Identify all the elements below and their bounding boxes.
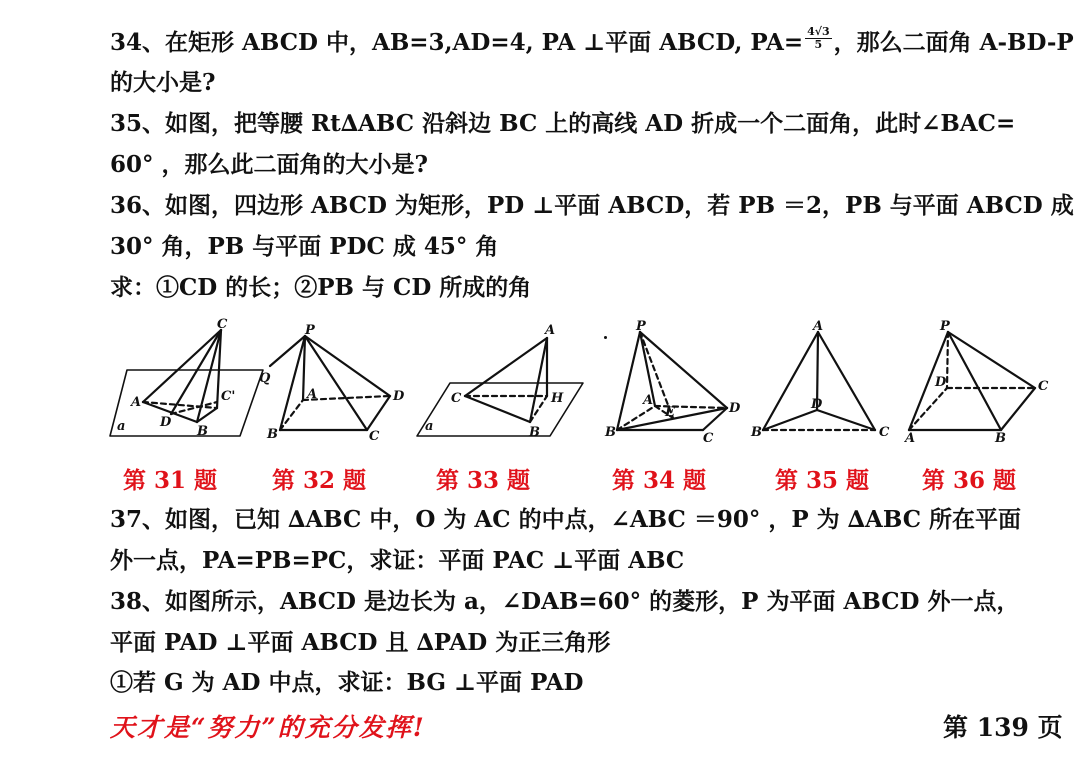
- f34-label-C: C: [703, 431, 714, 446]
- f34-label-P: P: [636, 319, 646, 334]
- f34-label-D: D: [729, 401, 741, 416]
- f33-label-H: H: [551, 391, 564, 406]
- problem-34-line-1: [110, 24, 1074, 58]
- problem-36-line-3: 求：①CD 的长；②PB 与 CD 所成的角: [110, 274, 532, 301]
- f31-label-B: B: [197, 424, 208, 439]
- problem-37-line-1: 37、如图，已知 ∆ABC 中，O 为 AC 的中点，∠ABC ＝90° ，P 为 ∆ABC 所在平面: [110, 506, 1022, 533]
- figure-36: [909, 332, 1035, 430]
- f33-label-a: a: [425, 419, 434, 434]
- fraction-numerator: 4√3: [807, 24, 830, 38]
- caption-figure-31: 第 31 题: [123, 467, 218, 494]
- fraction-denominator: 5: [814, 37, 823, 51]
- caption-figure-35: 第 35 题: [775, 467, 870, 494]
- f36-label-C: C: [1038, 379, 1049, 394]
- f32-label-D: D: [393, 389, 405, 404]
- problem-35-line-1: 35、如图，把等腰 Rt∆ABC 沿斜边 BC 上的高线 AD 折成一个二面角，此时∠BAC=: [110, 110, 1016, 137]
- f32-label-C: C: [369, 429, 380, 444]
- f36-label-A: A: [905, 431, 916, 446]
- f35-label-D: D: [811, 397, 823, 412]
- figure-32: [270, 336, 390, 430]
- problem-36-line-2: 30° 角，PB 与平面 PDC 成 45° 角: [110, 233, 499, 260]
- problem-34-text-a: 34、在矩形 ABCD 中，AB=3,AD=4, PA ⊥平面 ABCD, PA=: [110, 29, 804, 56]
- f34-label-A: A: [643, 393, 654, 408]
- f31-label-a: a: [117, 419, 126, 434]
- figure-31: [110, 330, 263, 436]
- problem-34-text-b: ，那么二面角 A-BD-P: [833, 29, 1074, 56]
- f35-label-C: C: [879, 425, 890, 440]
- caption-figure-33: 第 33 题: [436, 467, 531, 494]
- f32-label-P: P: [305, 323, 315, 338]
- problem-38-line-1: 38、如图所示，ABCD 是边长为 a，∠DAB=60° 的菱形，P 为平面 ABCD 外一点，: [110, 588, 1020, 615]
- figure-33: [417, 338, 583, 436]
- footer-motto: 天才是“努力”的充分发挥!: [110, 713, 426, 742]
- f36-label-P: P: [940, 319, 950, 334]
- f33-label-C: C: [451, 391, 462, 406]
- f36-label-D: D: [935, 375, 947, 390]
- problem-38-line-2: 平面 PAD ⊥平面 ABCD 且 ∆PAD 为正三角形: [110, 629, 611, 656]
- caption-figure-32: 第 32 题: [272, 467, 367, 494]
- f33-label-B: B: [529, 425, 540, 440]
- f36-label-B: B: [995, 431, 1006, 446]
- geometry-figures: [105, 318, 1055, 448]
- f32-label-A: A: [307, 387, 318, 402]
- f31-label-D: D: [160, 415, 172, 430]
- problem-38-line-3: ①若 G 为 AD 中点，求证：BG ⊥平面 PAD: [110, 669, 584, 696]
- f34-label-B: B: [605, 425, 616, 440]
- f35-label-B: B: [751, 425, 762, 440]
- problem-34-line-2: 的大小是?: [110, 69, 216, 96]
- figure-35: [763, 332, 875, 430]
- caption-figure-34: 第 34 题: [612, 467, 707, 494]
- f33-label-A: A: [545, 323, 556, 338]
- f32-label-B: B: [267, 427, 278, 442]
- f31-label-Cprime: C': [221, 389, 236, 404]
- f32-label-Q: Q: [259, 371, 271, 386]
- page-number: 第 139 页: [943, 713, 1063, 742]
- caption-figure-36: 第 36 题: [922, 467, 1017, 494]
- fraction: [805, 26, 832, 51]
- f31-label-C: C: [217, 318, 228, 332]
- f34-label-E: E: [665, 405, 675, 420]
- f31-label-A: A: [131, 395, 142, 410]
- problem-37-line-2: 外一点，PA=PB=PC，求证：平面 PAC ⊥平面 ABC: [110, 547, 685, 574]
- problem-35-line-2: 60° ，那么此二面角的大小是?: [110, 151, 428, 178]
- f35-label-A: A: [813, 319, 824, 334]
- problem-36-line-1: 36、如图，四边形 ABCD 为矩形，PD ⊥平面 ABCD，若 PB ＝2，PB 与平面 ABCD 成: [110, 192, 1074, 219]
